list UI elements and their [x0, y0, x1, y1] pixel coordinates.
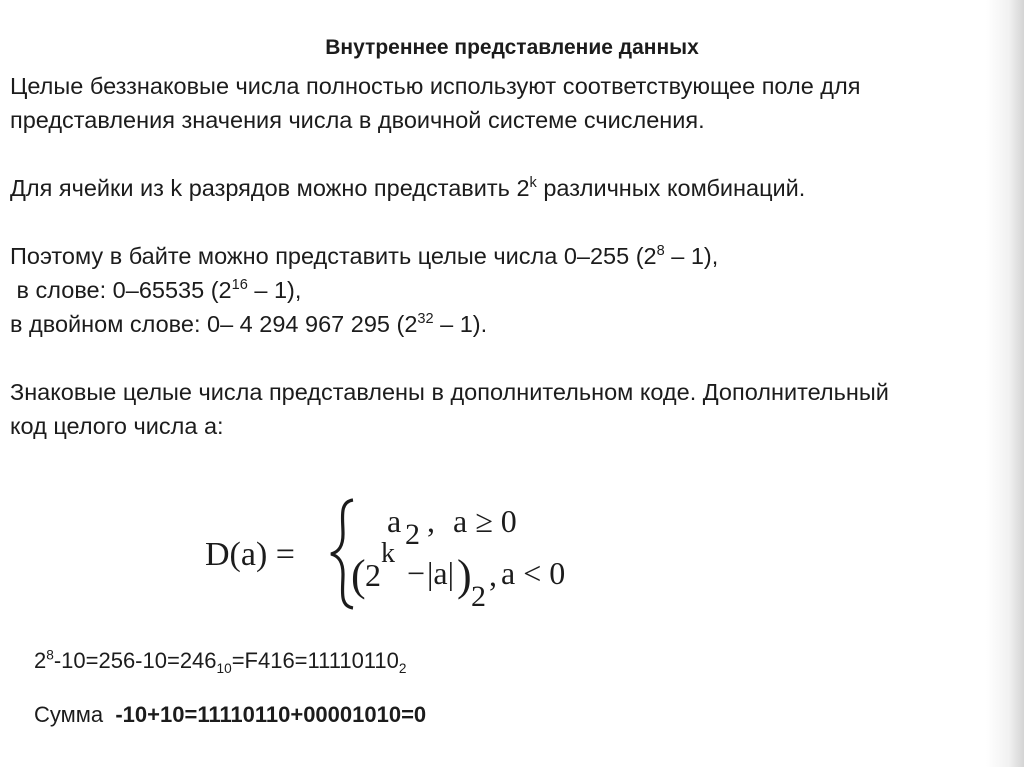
range-dword-end: – 1).: [433, 311, 488, 337]
combinations-exponent: k: [529, 174, 537, 191]
formula-case2-minus: −: [407, 555, 426, 591]
paragraph-unsigned-line1: Целые беззнаковые числа полностью используют соответствующее поле для: [10, 73, 861, 99]
sum-example: [34, 702, 426, 728]
formula-case2-condition: a < 0: [501, 555, 566, 591]
paragraph-unsigned-line2: представления значения числа в двоичной системе счисления.: [10, 107, 705, 133]
calc-example: [34, 648, 406, 674]
range-word-text: в слове: 0–65535 (2: [10, 277, 232, 303]
range-dword-exponent: 32: [417, 310, 434, 327]
paragraph-ranges: [10, 239, 718, 341]
range-dword-text: в двойном слове: 0– 4 294 967 295 (2: [10, 311, 418, 337]
range-byte-end: – 1),: [664, 243, 719, 269]
sum-expression: -10+10=11110110+00001010=0: [115, 702, 427, 727]
range-word: [10, 273, 718, 307]
formula-case2-sub: 2: [471, 580, 486, 613]
calc-part2: -10=256-10=246: [53, 648, 217, 673]
combinations-text: Для ячейки из k разрядов можно представить 2: [10, 175, 530, 201]
formula-case2-close-paren: ): [457, 551, 472, 600]
paragraph-signed-line2: код целого числа а:: [10, 413, 224, 439]
combinations-text-end: различных комбинаций.: [536, 175, 806, 201]
paragraph-signed-line1: Знаковые целые числа представлены в дополнительном коде. Дополнительный: [10, 379, 889, 405]
paragraph-combinations: [10, 171, 805, 205]
range-word-end: – 1),: [247, 277, 302, 303]
formula-brace: [331, 500, 353, 608]
formula-case1-sub: 2: [405, 518, 420, 551]
sum-label: Сумма: [34, 702, 116, 727]
calc-part3: =F416=11110110: [231, 648, 399, 673]
paragraph-signed: [10, 375, 889, 443]
formula-case1-value: a: [387, 503, 402, 539]
formula-lhs: D(a) =: [205, 536, 295, 573]
formula-case2-abs: |a|: [427, 555, 455, 591]
range-byte: [10, 239, 718, 273]
slide-title: Внутреннее представление данных: [325, 36, 699, 59]
calc-radix2: 2: [398, 660, 407, 676]
formula-case1-condition: a ≥ 0: [453, 503, 517, 539]
range-byte-exponent: 8: [656, 242, 665, 259]
formula-case2-exponent: k: [381, 538, 395, 569]
range-dword: [10, 307, 718, 341]
paragraph-unsigned: [10, 69, 860, 137]
twos-complement-formula: [205, 490, 605, 615]
range-word-exponent: 16: [231, 276, 248, 293]
formula-case1-comma: ,: [427, 503, 435, 539]
formula-case2-base: 2: [365, 557, 381, 593]
calc-radix10: 10: [216, 660, 232, 676]
calc-exponent: 8: [46, 647, 54, 663]
formula-case2-open-paren: (: [351, 551, 366, 600]
range-byte-text: Поэтому в байте можно представить целые числа 0–255 (2: [10, 243, 657, 269]
formula-case2-comma: ,: [489, 557, 497, 593]
page-edge-shadow: [986, 0, 1024, 767]
calc-base: 2: [34, 648, 47, 673]
